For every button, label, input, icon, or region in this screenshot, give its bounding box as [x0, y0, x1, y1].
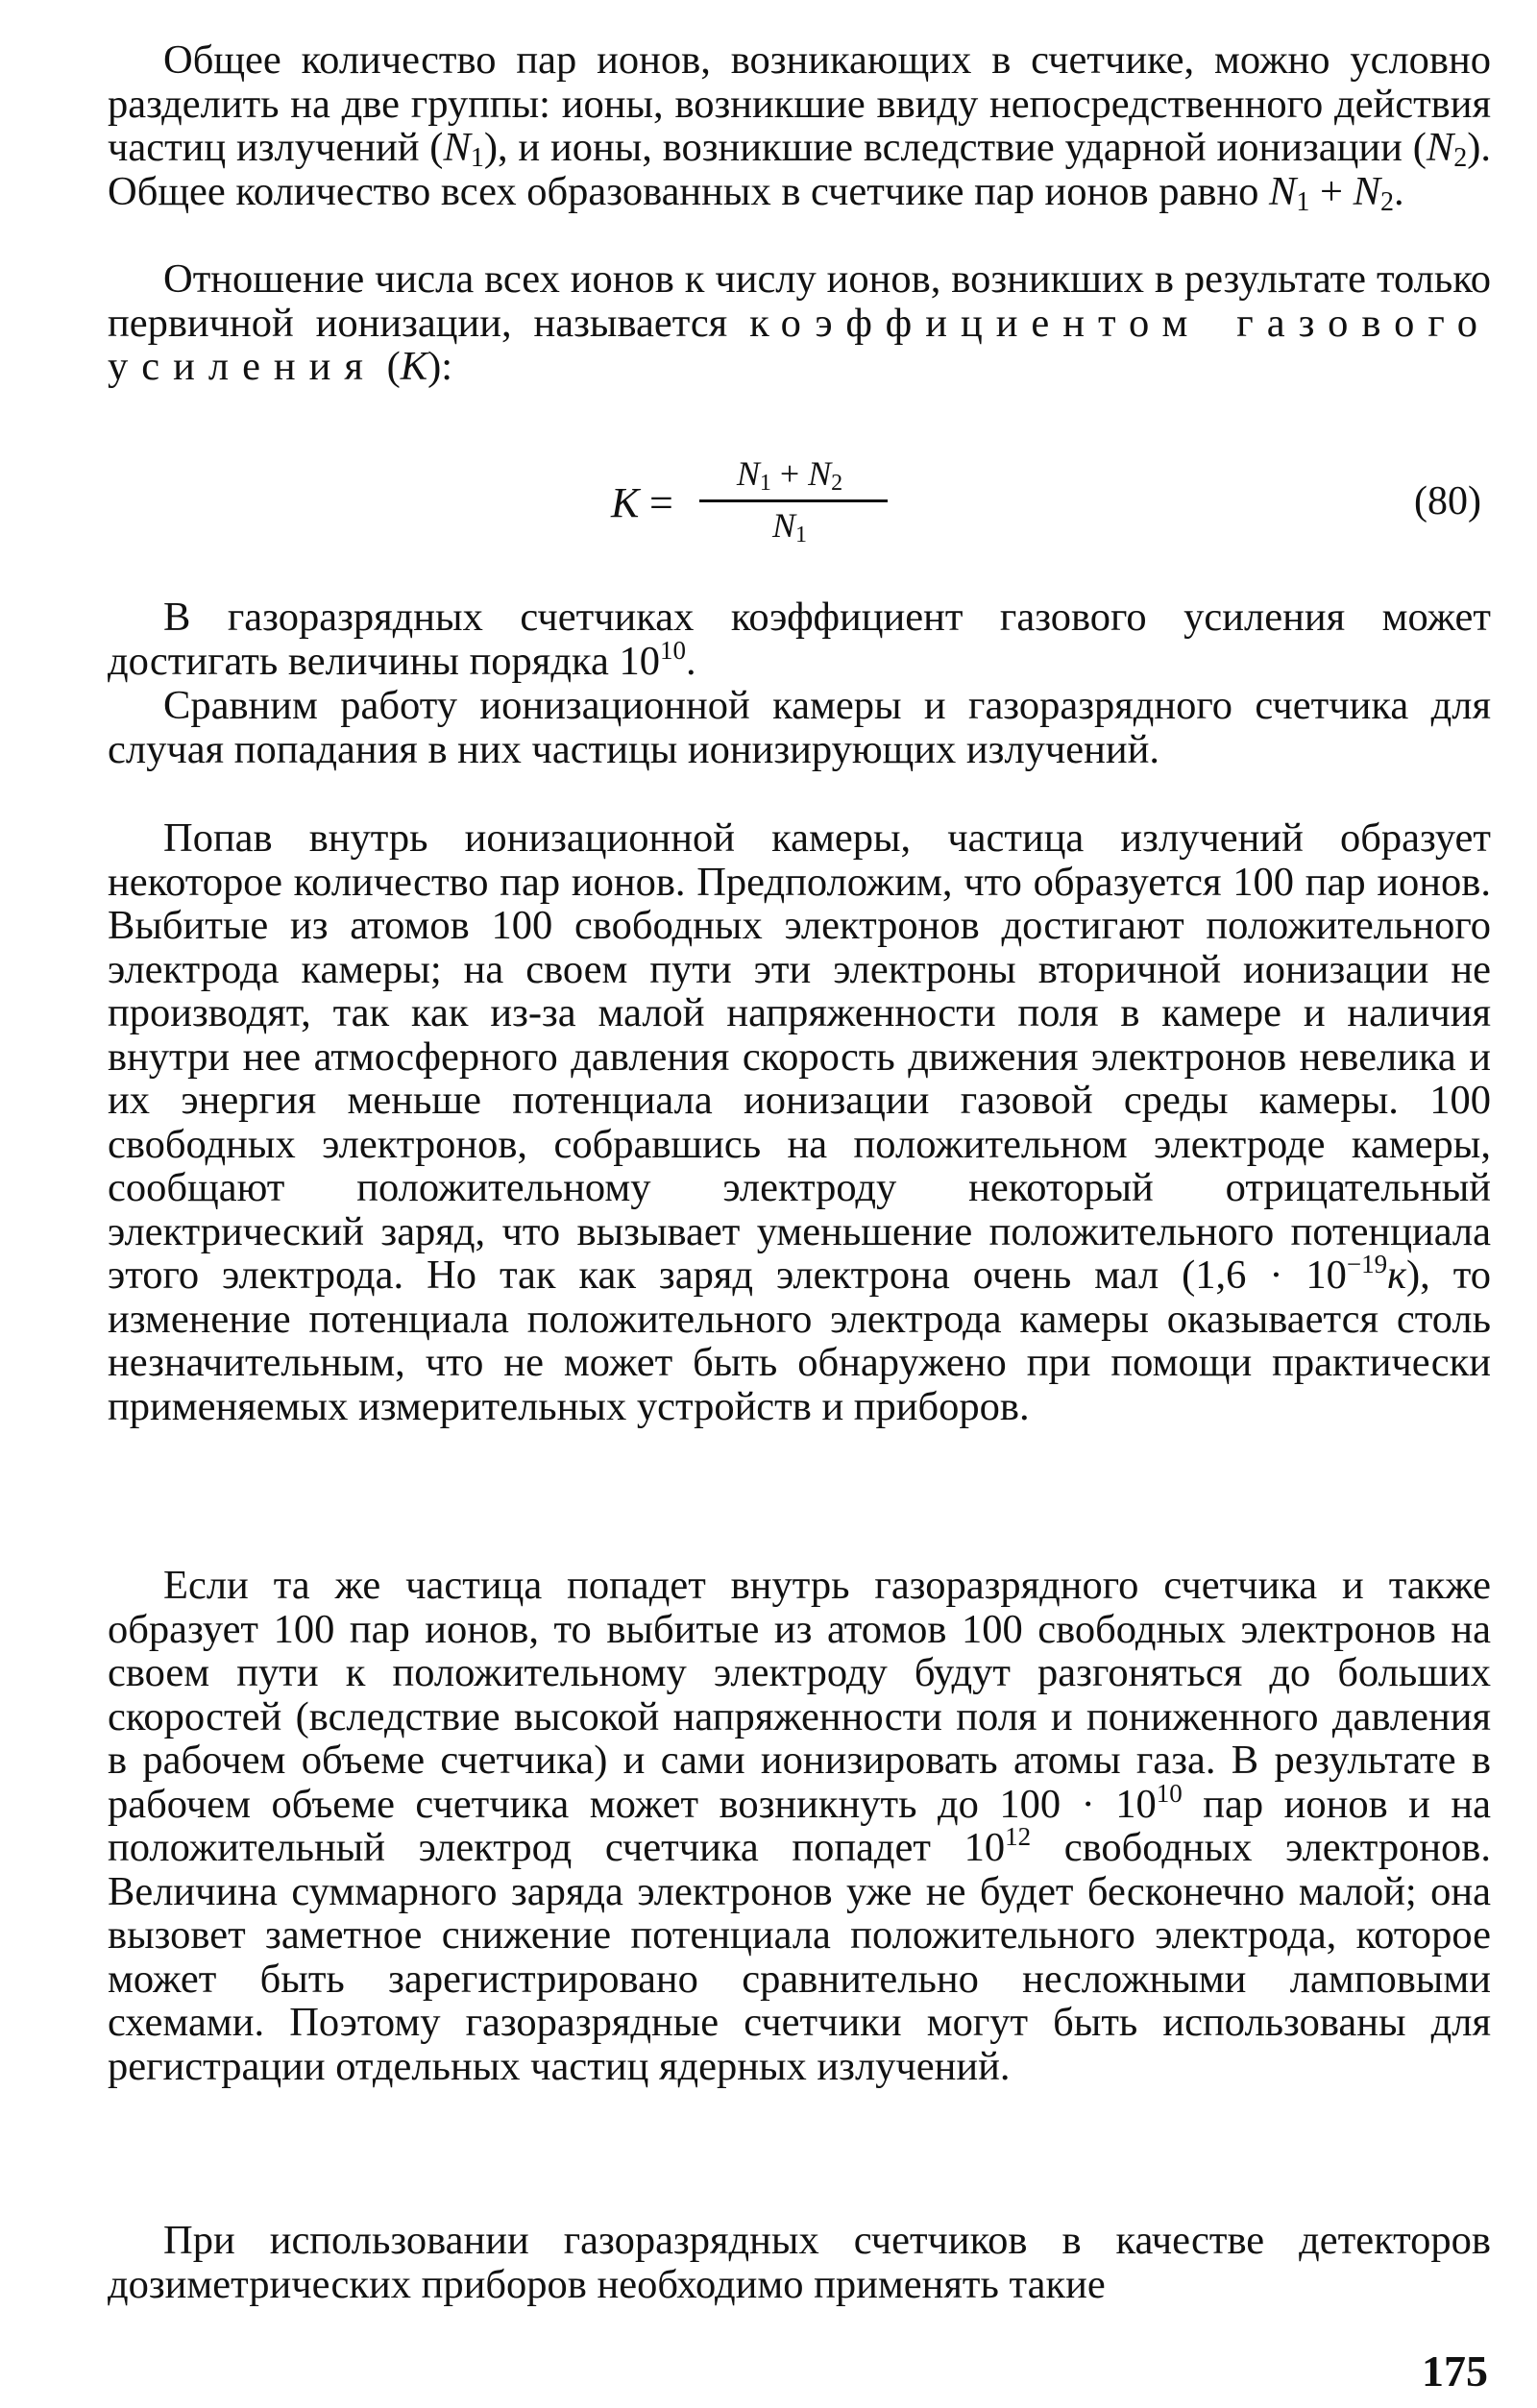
paragraph-text: Попав внутрь ионизационной камеры, частица излучений образует некоторое количество пар ионов. Предположим, что образуется 100 пар ионов. Выбитые из атомов 100 свободных электронов достигают положительного электрода камеры; на своем пути эти электроны вторичной ионизации не производят, так как из-за малой напряженности поля в камере и наличия внутри нее атмосферного давления скорость движения электронов невелика и их энергия меньше потенциала ионизации газовой среды камеры. 100 свободных электронов, собравшись на положительном электроде камеры, сообщают положительному электроду некоторый отрицательный электрический заряд, что вызывает уменьшение положительного потенциала этого электрода. Но так как заряд электрона очень мал (1,6 · 10 — [108, 815, 1491, 1298]
subscript: 1 — [795, 523, 807, 547]
paragraph-gain-magnitude — [108, 596, 1491, 683]
symbol-n1: N — [771, 506, 795, 545]
subscript: 2 — [1379, 186, 1394, 217]
paragraph-text: В газоразрядных счетчиках коэффициент газового усиления может достигать величины порядка 10 — [108, 595, 1491, 684]
superscript: 12 — [1005, 1822, 1032, 1851]
paragraph-detectors — [108, 2219, 1491, 2306]
paragraph-gain-definition — [108, 257, 1491, 389]
paragraph-text: Отношение числа всех ионов к числу ионов, возникших в результате только первичной ионизации, называется — [108, 256, 1491, 346]
superscript: 10 — [659, 635, 686, 665]
page-number: 175 — [1422, 2347, 1488, 2396]
paragraph-text: ). Общее количество всех образованных в счетчике пар ионов равно — [108, 125, 1491, 214]
symbol-n2: N — [1353, 168, 1380, 214]
formula-denominator — [694, 505, 886, 546]
plus-sign: + — [770, 454, 809, 493]
superscript: 10 — [1156, 1778, 1183, 1808]
fraction-bar — [699, 499, 888, 502]
symbol-k: K — [400, 344, 428, 389]
paragraph-text: ), и ионы, возникшие вследствие ударной ионизации ( — [483, 125, 1427, 170]
paragraph-text: ( — [376, 344, 401, 389]
paragraph-text: Общее количество пар ионов, возникающих в счетчике, можно условно разделить на две группы: ионы, возникшие ввиду непосредственного действия частиц излучений — [108, 37, 1491, 170]
paragraph-text: Сравним работу ионизационной камеры и газоразрядного счетчика для случая попадания в них частицы ионизирующих излучений. — [108, 683, 1491, 772]
symbol-n2: N — [1426, 125, 1454, 170]
formula-numerator — [694, 453, 886, 494]
symbol-n2: N — [808, 454, 832, 493]
unit-coulomb: к — [1387, 1253, 1407, 1298]
paragraph-text: свободных электронов. Величина суммарного заряда электронов уже не будет бесконечно малой; она вызовет заметное снижение потенциала положительного электрода, которое может быть зарегистрировано сравнительно несложными ламповыми схемами. Поэтому газоразрядные счетчики могут быть использованы для регистрации отдельных частиц ядерных излучений. — [108, 1825, 1492, 2089]
paragraph-comparison — [108, 684, 1491, 771]
subscript: 1 — [470, 143, 484, 173]
subscript: 2 — [1453, 143, 1468, 173]
subscript: 1 — [759, 471, 771, 496]
period: . — [1393, 168, 1404, 214]
paragraph-text: ), то изменение потенциала положительного электрода камеры оказывается столь незначительным, что не может быть обнаружено при помощи практически применяемых измерительных устройств и приборов. — [108, 1253, 1491, 1429]
symbol-n1: N — [443, 125, 471, 170]
paragraph-ionization-chamber — [108, 816, 1491, 1428]
formula-equals: = — [649, 479, 673, 526]
symbol-n1: N — [1269, 168, 1297, 214]
paragraph-gas-discharge-counter — [108, 1564, 1491, 2088]
subscript: 2 — [831, 471, 843, 496]
paragraph-ion-groups: Общее количество пар ионов, возникающих в счетчике, можно условно разделить на две группы: ионы, возникшие ввиду непосредственного действия частиц излучений $(N_1)$, и ионы, возникшие вследствие ударной ионизации $(N_2)$. Общее количество всех образованных в счетчике пар ионов равно $N_1 + N_2$. — [108, 37, 1491, 217]
period: . — [685, 638, 696, 684]
formula-lhs: K — [611, 479, 640, 526]
paragraph-text: При использовании газоразрядных счетчиков в качестве детекторов дозиметрических приборов необходимо применять такие — [108, 2218, 1491, 2307]
superscript: −19 — [1346, 1250, 1388, 1278]
paragraph-text: Если та же частица попадет внутрь газоразрядного счетчика и также образует 100 пар ионов, то выбитые из атомов 100 свободных электронов на своем пути к положительному электроду будут разгоняться до больших скоростей (вследствие высокой напряженности поля и пониженного давления в рабочем объеме счетчика) и сами ионизировать атомы газа. В результате в рабочем объеме счетчика может возникнуть до 100 · 10 — [108, 1563, 1491, 1827]
formula-80 — [0, 451, 1537, 557]
paragraph-text: пар ионов и на положительный электрод счетчика попадет 10 — [108, 1781, 1492, 1870]
symbol-n1: N — [736, 454, 760, 493]
paragraph-text: ): — [427, 344, 453, 389]
equation-number: (80) — [1414, 479, 1481, 523]
subscript: 1 — [1296, 186, 1310, 217]
plus-sign: + — [1309, 168, 1354, 214]
term-gas-gain: коэффициентом газового усиления — [108, 300, 1492, 389]
